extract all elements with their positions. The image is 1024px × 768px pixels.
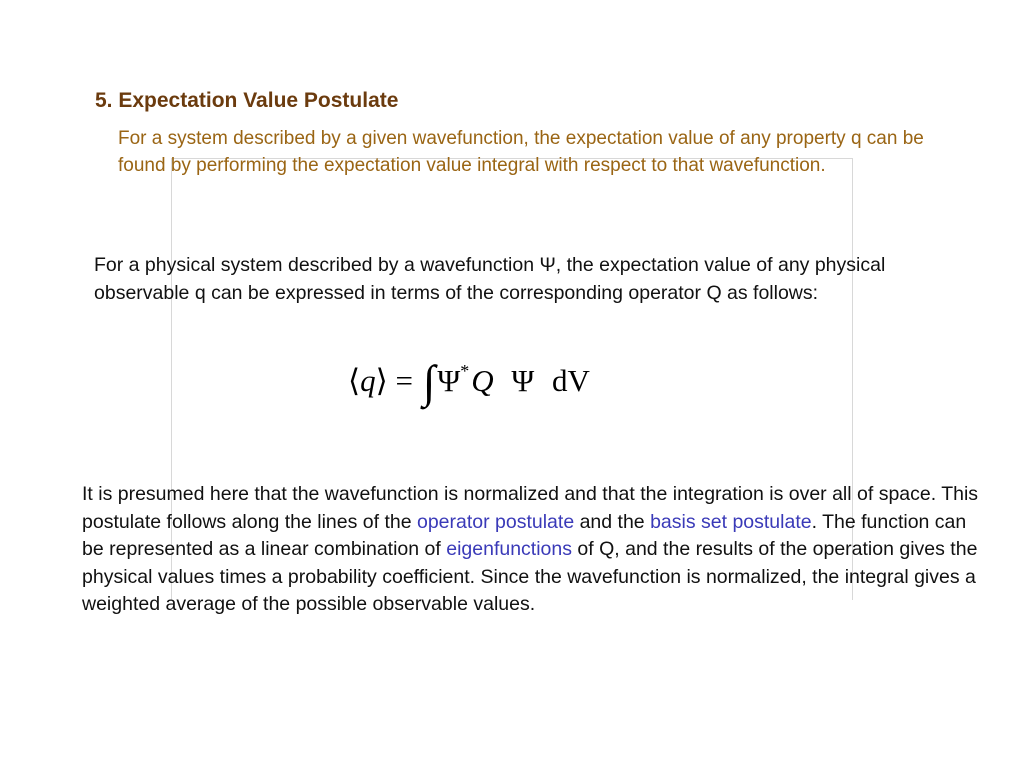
eq-equals: = [395,363,413,398]
explanation-text-1: It is presumed here that the wavefunction is normalized and that the integration is over all of space. This postulate follows along the lines of the [82,483,979,533]
eq-right-bracket: ⟩ [375,363,388,398]
basis-set-postulate-link[interactable]: basis set postulate [650,510,812,533]
expectation-value-equation [348,356,590,422]
eq-left-bracket: ⟨ [348,363,361,398]
eq-differential: dV [551,363,590,398]
intro-paragraph: For a physical system described by a wavefunction Ψ, the expectation value of any physical observable q can be expressed in terms of the corresponding operator Q as follows: [94,254,886,304]
slide-title: 5. Expectation Value Postulate [95,89,399,112]
eq-operator-q: Q [471,363,494,398]
explanation-paragraph [82,481,982,619]
eq-psi-conjugate: Ψ [437,363,461,398]
eq-conjugate-star: * [460,361,470,381]
explanation-text-4: of Q, and the results of the operation gives the physical values times a probability coefficient. Since the wavefunction is normalized, the integral gives a weighted average of the possible observable values. [82,538,978,615]
operator-postulate-link[interactable]: operator postulate [416,510,575,533]
eq-integral-sign: ∫ [422,356,436,407]
explanation-text-3: . The function can be represented as a linear combination of [82,510,967,560]
explanation-text-2: and the [574,510,651,533]
eq-psi: Ψ [511,363,535,398]
eigenfunctions-link[interactable]: eigenfunctions [446,538,572,560]
postulate-statement: For a system described by a given wavefunction, the expectation value of any property q can be found by performing the expectation value integral with respect to that wavefunction. [118,128,924,176]
eq-variable-q: q [360,363,376,398]
